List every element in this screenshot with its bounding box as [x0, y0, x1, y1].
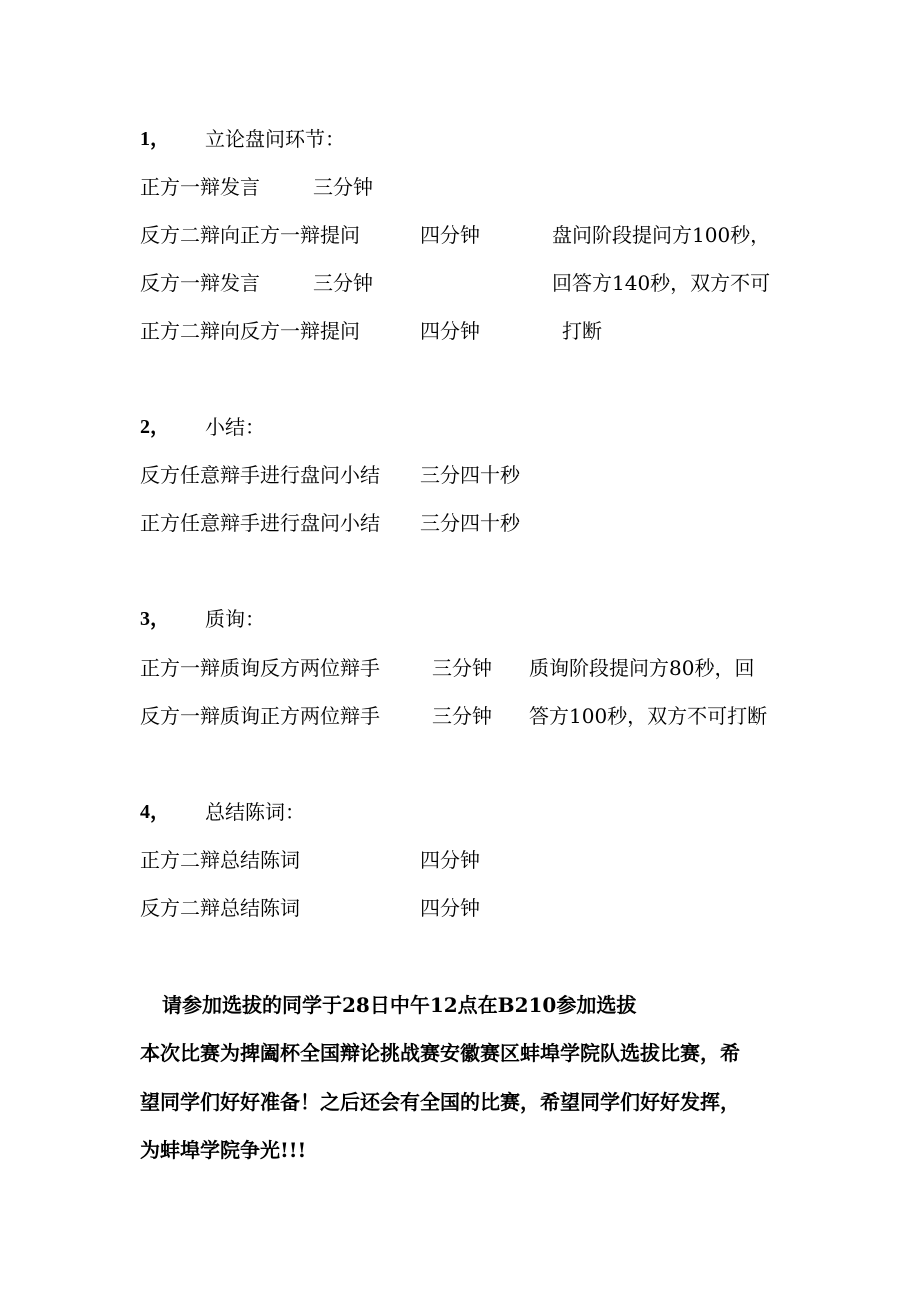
section-1-row-4-item: 正方二辩向反方一辩提问 — [140, 319, 360, 343]
section-4-number: 4， — [140, 801, 170, 823]
section-3-title: 质询： — [205, 607, 265, 631]
section-2-row-1-item: 反方任意辩手进行盘问小结 — [140, 463, 380, 487]
section-2-row-2-item: 正方任意辩手进行盘问小结 — [140, 511, 380, 535]
section-3-row-1-item: 正方一辩质询反方两位辩手 — [140, 656, 380, 680]
section-4-title: 总结陈词： — [205, 800, 305, 824]
notice-line-3: 望同学们好好准备！之后还会有全国的比赛，希望同学们好好发挥， — [140, 1090, 740, 1114]
section-1-note-line-2: 回答方140秒，双方不可 — [552, 271, 771, 295]
notice-line-1: 请参加选拔的同学于28日中午12点在B210参加选拔 — [162, 993, 637, 1017]
section-2-number: 2， — [140, 416, 170, 438]
section-4-row-2-item: 反方二辩总结陈词 — [140, 896, 300, 920]
section-2-row-1-time: 三分四十秒 — [420, 463, 520, 487]
section-4-row-1-item: 正方二辩总结陈词 — [140, 848, 300, 872]
section-1-title: 立论盘问环节： — [205, 127, 345, 151]
section-1-note-line-3: 打断 — [562, 319, 602, 343]
section-2-title: 小结： — [205, 415, 265, 439]
section-1-row-2-item: 反方二辩向正方一辩提问 — [140, 223, 360, 247]
section-1-note-line-1: 盘问阶段提问方100秒， — [552, 223, 771, 247]
section-2-row-2-time: 三分四十秒 — [420, 511, 520, 535]
section-1-row-1-time: 三分钟 — [313, 175, 373, 199]
section-1-row-4-time: 四分钟 — [420, 319, 480, 343]
section-3-note-line-1: 质询阶段提问方80秒，回 — [529, 656, 755, 680]
section-1-row-3-time: 三分钟 — [313, 271, 373, 295]
section-4-row-2-time: 四分钟 — [420, 896, 480, 920]
section-3-row-1-time: 三分钟 — [432, 656, 492, 680]
section-3-number: 3， — [140, 608, 170, 630]
notice-line-4: 为蚌埠学院争光!!! — [140, 1138, 307, 1162]
section-1-row-3-item: 反方一辩发言 — [140, 271, 260, 295]
section-3-row-2-time: 三分钟 — [432, 704, 492, 728]
section-4-row-1-time: 四分钟 — [420, 848, 480, 872]
notice-line-2: 本次比赛为捭阖杯全国辩论挑战赛安徽赛区蚌埠学院队选拔比赛，希 — [140, 1041, 740, 1065]
section-1-number: 1， — [140, 128, 170, 150]
section-3-row-2-item: 反方一辩质询正方两位辩手 — [140, 704, 380, 728]
section-1-row-2-time: 四分钟 — [420, 223, 480, 247]
section-1-row-1-item: 正方一辩发言 — [140, 175, 260, 199]
section-3-note-line-2: 答方100秒，双方不可打断 — [529, 704, 768, 728]
